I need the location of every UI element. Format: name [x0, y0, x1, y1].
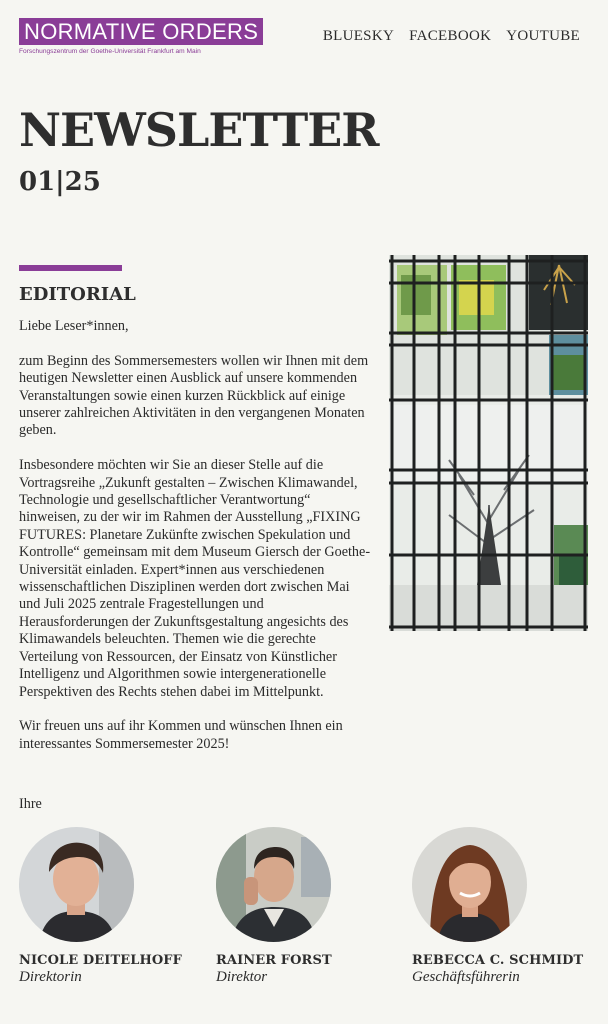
editorial-salutation: Liebe Leser*innen, — [19, 318, 129, 334]
person-card — [216, 827, 406, 986]
avatar — [412, 827, 527, 942]
person-name: RAINER FORST — [216, 953, 332, 968]
logo-subtitle: Forschungszentrum der Goethe-Universität Frankfurt am Main — [19, 48, 201, 55]
editorial-paragraph: zum Beginn des Sommersemesters wollen wir Ihnen mit dem heutigen Newsletter einen Ausblick auf unsere kommenden Veranstaltungen sowie einen kurzen Rückblick auf einige unserer zahlreichen Aktivitäten in den vergangenen Monaten geben. — [19, 352, 369, 439]
logo-title: NORMATIVE ORDERS — [19, 18, 263, 45]
nav-link-bluesky[interactable]: BLUESKY — [322, 28, 395, 44]
nav-link-youtube[interactable]: YOUTUBE — [506, 28, 580, 44]
editorial-body — [19, 318, 371, 771]
avatar — [216, 827, 331, 942]
nav-link-facebook[interactable]: FACEBOOK — [409, 28, 492, 44]
person-role: Direktorin — [19, 969, 82, 985]
issue-number: 01|25 — [19, 167, 101, 197]
sign-off: Ihre — [19, 796, 42, 812]
editorial-heading: EDITORIAL — [19, 284, 136, 305]
logo[interactable] — [19, 18, 259, 55]
person-card — [412, 827, 602, 986]
person-card — [19, 827, 209, 986]
social-nav — [323, 28, 580, 45]
person-role: Geschäftsführerin — [412, 969, 520, 985]
person-name: REBECCA C. SCHMIDT — [412, 953, 584, 968]
section-accent-rule — [19, 265, 122, 271]
editorial-paragraph: Wir freuen uns auf ihr Kommen und wünschen Ihnen ein interessantes Sommersemester 2025! — [19, 718, 343, 752]
person-role: Direktor — [216, 969, 268, 985]
newsletter-title: NEWSLETTER — [19, 103, 379, 157]
avatar — [19, 827, 134, 942]
exhibition-photo — [389, 255, 588, 631]
editorial-paragraph: Insbesondere möchten wir Sie an dieser Stelle auf die Vortragsreihe „Zukunft gestalten – Zwischen Klimawandel, Technologie und gesellschaftlicher Verantwortung“ hinweisen, zu der wir im Rahmen der Ausstellung „FIXING FUTURES: Planetare Zukünfte zwischen Spekulation und Kontrolle“ gemeinsam mit dem Museum Giersch der Goethe-Universität einladen. Expert*innen aus verschiedenen wissenschaftlichen Disziplinen werden dort zwischen Mai und Juli 2025 zentrale Fragestellungen und Herausforderungen der Zukunftsgestaltung angesichts des Klimawandels beleuchten. Themen wie die gerechte Verteilung von Ressourcen, der Einsatz von Künstlicher Intelligenz und Algorithmen sowie intergenerationelle Perspektiven des Rechts stehen dabei im Mittelpunkt. — [19, 457, 371, 700]
person-name: NICOLE DEITELHOFF — [19, 953, 182, 968]
